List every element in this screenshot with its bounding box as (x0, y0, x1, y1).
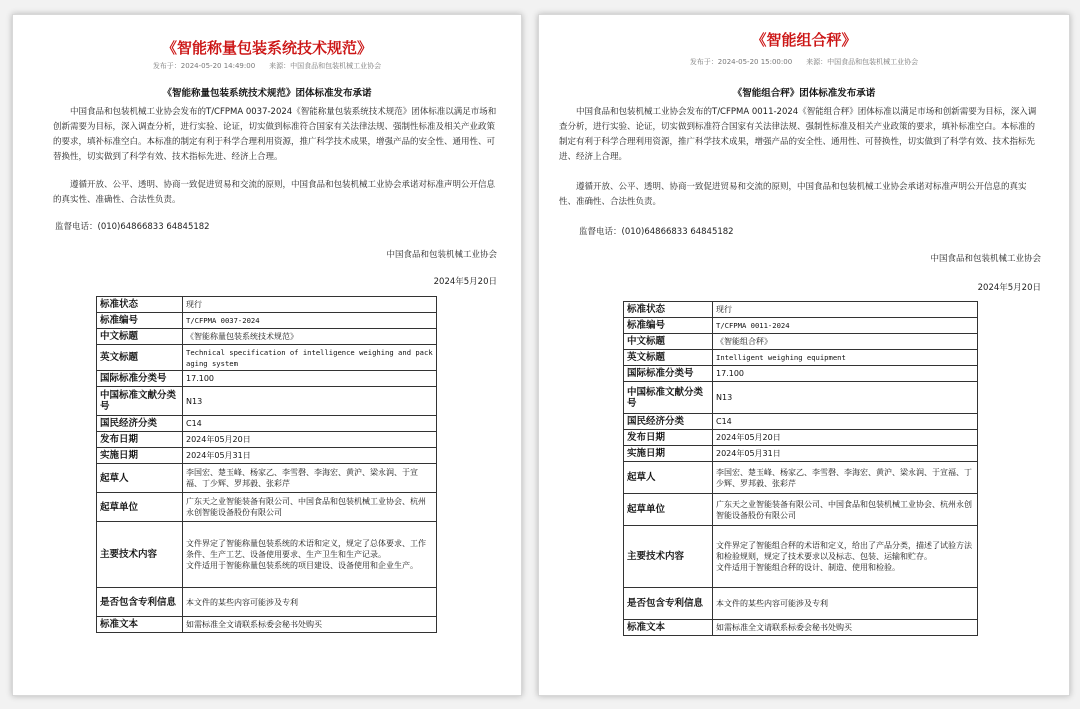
field-label: 主要技术内容 (624, 526, 713, 588)
right-document (538, 14, 1070, 696)
field-label: 发布日期 (97, 432, 183, 448)
table-row (624, 446, 978, 462)
field-label: 英文标题 (97, 345, 183, 371)
field-value: 广东天之业智能装备有限公司、中国食品和包装机械工业协会、杭州永创智能设备股份有限公司 (713, 494, 978, 526)
supervision-phone: 监督电话：(010)64866833 64845182 (55, 222, 210, 232)
field-label: 中文标题 (97, 329, 183, 345)
table-row (97, 371, 437, 387)
field-label: 起草人 (97, 464, 183, 493)
field-value: 《智能组合秤》 (713, 334, 978, 350)
publish-date: 发布于：2024-05-20 14:49:00 (152, 62, 256, 70)
publish-meta (539, 57, 1069, 67)
field-label: 起草单位 (97, 493, 183, 522)
table-row (624, 382, 978, 414)
field-label: 标准文本 (97, 617, 183, 633)
table-row (97, 432, 437, 448)
field-label: 起草人 (624, 462, 713, 494)
table-row (624, 526, 978, 588)
field-value: 本文件的某些内容可能涉及专利 (183, 588, 437, 617)
field-label: 标准编号 (97, 313, 183, 329)
commitment-heading: 《智能组合秤》团体标准发布承诺 (732, 88, 876, 99)
issue-date: 2024年5月20日 (433, 277, 497, 287)
table-row (97, 617, 437, 633)
table-row (624, 302, 978, 318)
issuer-signature: 中国食品和包装机械工业协会 (386, 250, 497, 260)
field-value: 2024年05月31日 (713, 446, 978, 462)
field-value: 文件界定了智能组合秤的术语和定义，给出了产品分类，描述了试验方法和检验规则，规定了技术要求以及标志、包装、运输和贮存。 文件适用于智能组合秤的设计、制造、使用和检验。 (713, 526, 978, 588)
field-label: 标准编号 (624, 318, 713, 334)
publish-meta (13, 61, 521, 71)
field-value: 广东天之业智能装备有限公司、中国食品和包装机械工业协会、杭州永创智能设备股份有限公司 (183, 493, 437, 522)
field-label: 是否包含专利信息 (97, 588, 183, 617)
commitment-paragraph-2: 遵循开放、公平、透明、协商一致促进贸易和交流的原则，中国食品和包装机械工业协会承诺对标准声明公开信息的真实性、准确性、合法性负责。 (559, 182, 1027, 207)
table-row (624, 588, 978, 620)
standard-info-table (623, 301, 978, 636)
field-label: 英文标题 (624, 350, 713, 366)
table-row (624, 366, 978, 382)
table-row (624, 430, 978, 446)
table-row (97, 329, 437, 345)
table-row (624, 462, 978, 494)
field-label: 中国标准文献分类号 (97, 387, 183, 416)
field-label: 发布日期 (624, 430, 713, 446)
document-title: 《智能组合秤》 (751, 31, 857, 49)
field-value: 如需标准全文请联系标委会秘书处购买 (713, 620, 978, 636)
field-value: 李国宏、楚玉峰、杨家乙、李雪磬、李海宏、黄沪、梁永润、于宣福、丁少辉、罗邦毅、张彩芹 (713, 462, 978, 494)
commitment-paragraph-1: 中国食品和包装机械工业协会发布的T/CFPMA 0011-2024《智能组合秤》团体标准以满足市场和创新需要为目标，深入调查分析，进行实验、论证，切实做到标准符合国家有关法律法规、强制性标准及相关产业政策的要求，填补标准空白。本标准的制定有利于科学合理利用资源，推广科学技术成果，增强产品的安全性、通用性、可替换性，切实做到了科学有效、技术指标先进、经济上合理。 (559, 107, 1037, 162)
table-row (97, 345, 437, 371)
table-row (624, 350, 978, 366)
field-label: 标准状态 (97, 297, 183, 313)
publish-source: 来源：中国食品和包装机械工业协会 (269, 62, 382, 70)
field-value: N13 (183, 387, 437, 416)
table-row (97, 297, 437, 313)
field-value: T/CFPMA 0011-2024 (713, 318, 978, 334)
field-value: 17.100 (713, 366, 978, 382)
field-value: Technical specification of intelligence weighing and packaging system (183, 345, 437, 371)
publish-source: 来源：中国食品和包装机械工业协会 (806, 58, 919, 66)
field-label: 中国标准文献分类号 (624, 382, 713, 414)
field-value: C14 (713, 414, 978, 430)
field-value: 17.100 (183, 371, 437, 387)
field-value: 2024年05月20日 (713, 430, 978, 446)
field-label: 实施日期 (624, 446, 713, 462)
field-label: 中文标题 (624, 334, 713, 350)
standard-info-table (96, 296, 437, 633)
table-row (624, 494, 978, 526)
field-label: 标准文本 (624, 620, 713, 636)
table-row (97, 313, 437, 329)
field-label: 国民经济分类 (97, 416, 183, 432)
supervision-phone: 监督电话：(010)64866833 64845182 (579, 227, 734, 237)
field-label: 国际标准分类号 (624, 366, 713, 382)
field-value: 《智能称量包装系统技术规范》 (183, 329, 437, 345)
field-value: 李国宏、楚玉峰、杨家乙、李雪磬、李海宏、黄沪、梁永润、于宣福、丁少辉、罗邦毅、张彩芹 (183, 464, 437, 493)
field-label: 国际标准分类号 (97, 371, 183, 387)
field-label: 起草单位 (624, 494, 713, 526)
field-label: 实施日期 (97, 448, 183, 464)
publish-date: 发布于：2024-05-20 15:00:00 (689, 58, 793, 66)
table-row (97, 522, 437, 588)
table-row (97, 588, 437, 617)
table-row (624, 620, 978, 636)
field-label: 是否包含专利信息 (624, 588, 713, 620)
table-row (624, 318, 978, 334)
table-row (97, 464, 437, 493)
commitment-heading: 《智能称量包装系统技术规范》团体标准发布承诺 (162, 88, 372, 99)
issuer-signature: 中国食品和包装机械工业协会 (930, 254, 1041, 264)
table-row (97, 448, 437, 464)
field-value: 本文件的某些内容可能涉及专利 (713, 588, 978, 620)
field-value: 现行 (183, 297, 437, 313)
field-value: 如需标准全文请联系标委会秘书处购买 (183, 617, 437, 633)
document-title: 《智能称量包装系统技术规范》 (161, 39, 372, 57)
field-value: 文件界定了智能称量包装系统的术语和定义，规定了总体要求、工作条件、生产工艺、设备使用要求、生产卫生和生产记录。 文件适用于智能称量包装系统的项目建设、设备使用和企业生产。 (183, 522, 437, 588)
field-label: 标准状态 (624, 302, 713, 318)
table-row (97, 387, 437, 416)
table-row (97, 416, 437, 432)
field-label: 国民经济分类 (624, 414, 713, 430)
field-value: 2024年05月20日 (183, 432, 437, 448)
table-row (624, 414, 978, 430)
issue-date: 2024年5月20日 (977, 283, 1041, 293)
field-value: C14 (183, 416, 437, 432)
commitment-paragraph-2: 遵循开放、公平、透明、协商一致促进贸易和交流的原则，中国食品和包装机械工业协会承诺对标准声明公开信息的真实性、准确性、合法性负责。 (53, 180, 496, 205)
field-label: 主要技术内容 (97, 522, 183, 588)
field-value: T/CFPMA 0037-2024 (183, 313, 437, 329)
field-value: Intelligent weighing equipment (713, 350, 978, 366)
commitment-paragraph-1: 中国食品和包装机械工业协会发布的T/CFPMA 0037-2024《智能称量包装系统技术规范》团体标准以满足市场和创新需要为目标，深入调查分析，进行实验、论证，切实做到标准符合国家有关法律法规、强制性标准及相关产业政策的要求，填补标准空白。本标准的制定有利于科学合理利用资源，推广科学技术成果，增强产品的安全性、通用性、可替换性，切实做到了科学有效、技术指标先进、经济上合理。 (53, 107, 497, 162)
left-document (12, 14, 522, 696)
table-row (624, 334, 978, 350)
field-value: 现行 (713, 302, 978, 318)
table-row (97, 493, 437, 522)
field-value: N13 (713, 382, 978, 414)
field-value: 2024年05月31日 (183, 448, 437, 464)
